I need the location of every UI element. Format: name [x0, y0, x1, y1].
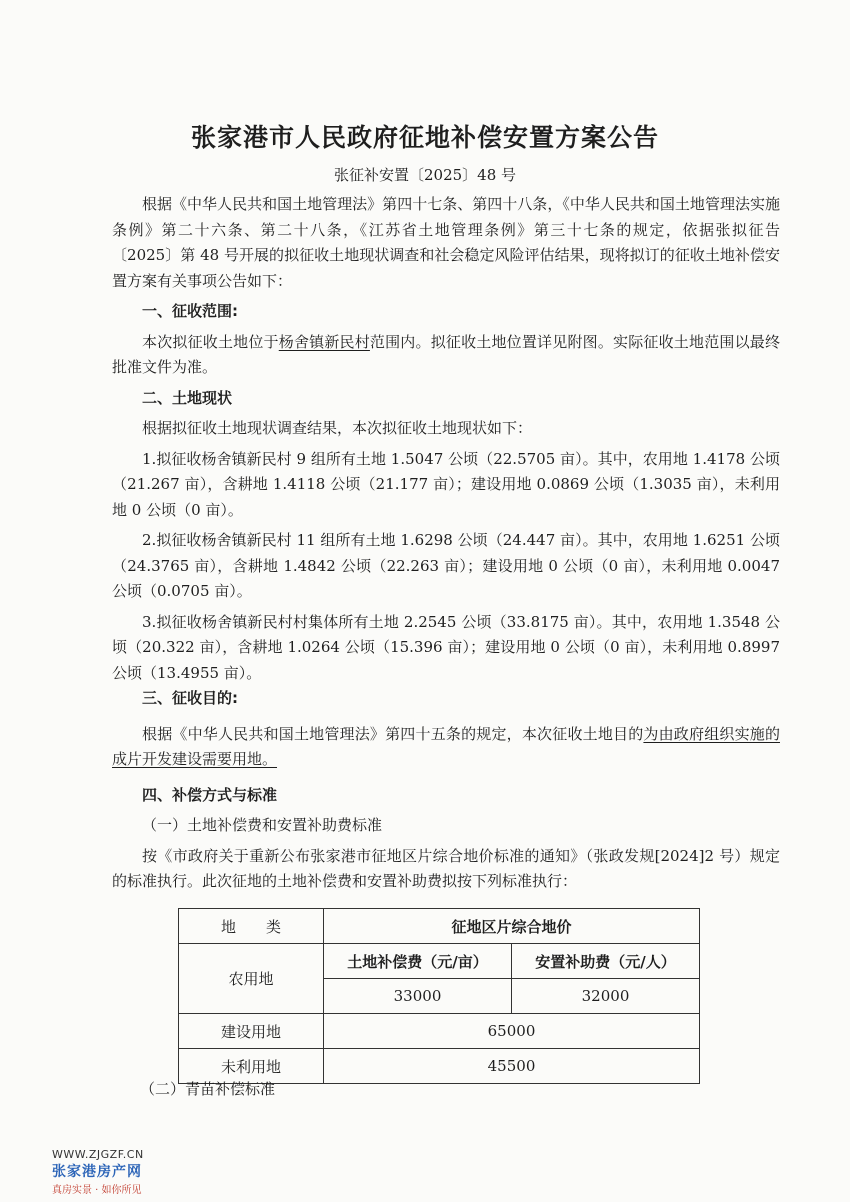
- compensation-table: [178, 908, 700, 1084]
- section-3-purpose: 为由政府组织实施的成片开发建设需要用地。: [112, 724, 780, 768]
- header-resettlement: 安置补助费（元/人）: [512, 944, 700, 979]
- section-1-text-before: 本次拟征收土地位于: [142, 332, 279, 351]
- header-price: 征地区片综合地价: [324, 909, 700, 944]
- table-row: [179, 944, 700, 979]
- table-row: [179, 909, 700, 944]
- section-3-heading: 三、征收目的:: [142, 689, 238, 707]
- header-land-compensation: 土地补偿费（元/亩）: [324, 944, 512, 979]
- farmland-resettle-value: 32000: [512, 979, 700, 1014]
- land-status-item-3: 3.拟征收杨舍镇新民村村集体所有土地 2.2545 公顷（33.8175 亩）。其中，农用地 1.3548 公顷（20.322 亩），含耕地 1.0264 公顷（15.396 亩）；建设用地 0 公顷（0 亩），未利用地 0.8997 公顷（13.4955 亩）。: [112, 612, 780, 682]
- intro-paragraph: 根据《中华人民共和国土地管理法》第四十七条、第四十八条，《中华人民共和国土地管理法实施条例》第二十六条、第二十八条，《江苏省土地管理条例》第三十七条的规定，依据张拟征告〔2025〕第 48 号开展的拟征收土地现状调查和社会稳定风险评估结果，现将拟订的征收土地补偿安置方案有关事项公告如下：: [112, 195, 780, 290]
- section-3-paragraph: [112, 722, 780, 773]
- section-4-paragraph: 按《市政府关于重新公布张家港市征地区片综合地价标准的通知》（张政发规[2024]2 号）规定的标准执行。此次征地的土地补偿费和安置补助费拟按下列标准执行：: [112, 846, 780, 890]
- section-1-location: 杨舍镇新民村: [278, 332, 370, 351]
- section-1-text-after: 范围内。拟征收土地位置详见附图。实际征收土地范围以最终批准文件为准。: [112, 332, 780, 376]
- document-number: 张征补安置〔2025〕48 号: [333, 166, 517, 184]
- section-2-lead: 根据拟征收土地现状调查结果，本次拟征收土地现状如下：: [142, 419, 533, 437]
- section-4-heading: 四、补偿方式与标准: [142, 785, 278, 804]
- footer-slogan: 真房实景 · 如你所见: [52, 1185, 142, 1196]
- footer-url: WWW.ZJGZF.CN: [52, 1148, 144, 1161]
- farmland-land-comp-value: 33000: [324, 979, 512, 1014]
- section-1-paragraph: [112, 330, 780, 381]
- section-4-subheading-1: （一）土地补偿费和安置补助费标准: [142, 816, 383, 834]
- header-land-type: 地 类: [179, 909, 324, 944]
- row-label-farmland: 农用地: [179, 944, 324, 1014]
- construction-value: 65000: [324, 1014, 700, 1049]
- row-label-unused: 未利用地: [179, 1049, 324, 1084]
- table-row: [179, 1014, 700, 1049]
- document-body: [112, 192, 780, 895]
- section-3-text-before: 根据《中华人民共和国土地管理法》第四十五条的规定，本次征收土地目的: [142, 724, 644, 743]
- row-label-construction: 建设用地: [179, 1014, 324, 1049]
- section-1-heading: 一、征收范围:: [142, 302, 238, 320]
- section-4-subheading-2: （二）青苗补偿标准: [140, 1080, 276, 1098]
- footer-brand: 张家港房产网: [52, 1164, 142, 1180]
- watermark-footer: [52, 1148, 144, 1196]
- land-status-item-2: 2.拟征收杨舍镇新民村 11 组所有土地 1.6298 公顷（24.447 亩）。其中，农用地 1.6251 公顷（24.3765 亩），含耕地 1.4842 公顷（22.263 亩）；建设用地 0 公顷（0 亩），未利用地 0.0047 公顷（0.0705 亩）。: [112, 531, 780, 600]
- land-status-item-1: 1.拟征收杨舍镇新民村 9 组所有土地 1.5047 公顷（22.5705 亩）。其中，农用地 1.4178 公顷（21.267 亩），含耕地 1.4118 公顷（21.177 亩）；建设用地 0.0869 公顷（1.3035 亩），未利用地 0 公顷（0 亩）。: [112, 449, 780, 519]
- section-2-heading: 二、土地现状: [142, 388, 233, 407]
- page-title: 张家港市人民政府征地补偿安置方案公告: [190, 123, 659, 152]
- unused-value: 45500: [324, 1049, 700, 1084]
